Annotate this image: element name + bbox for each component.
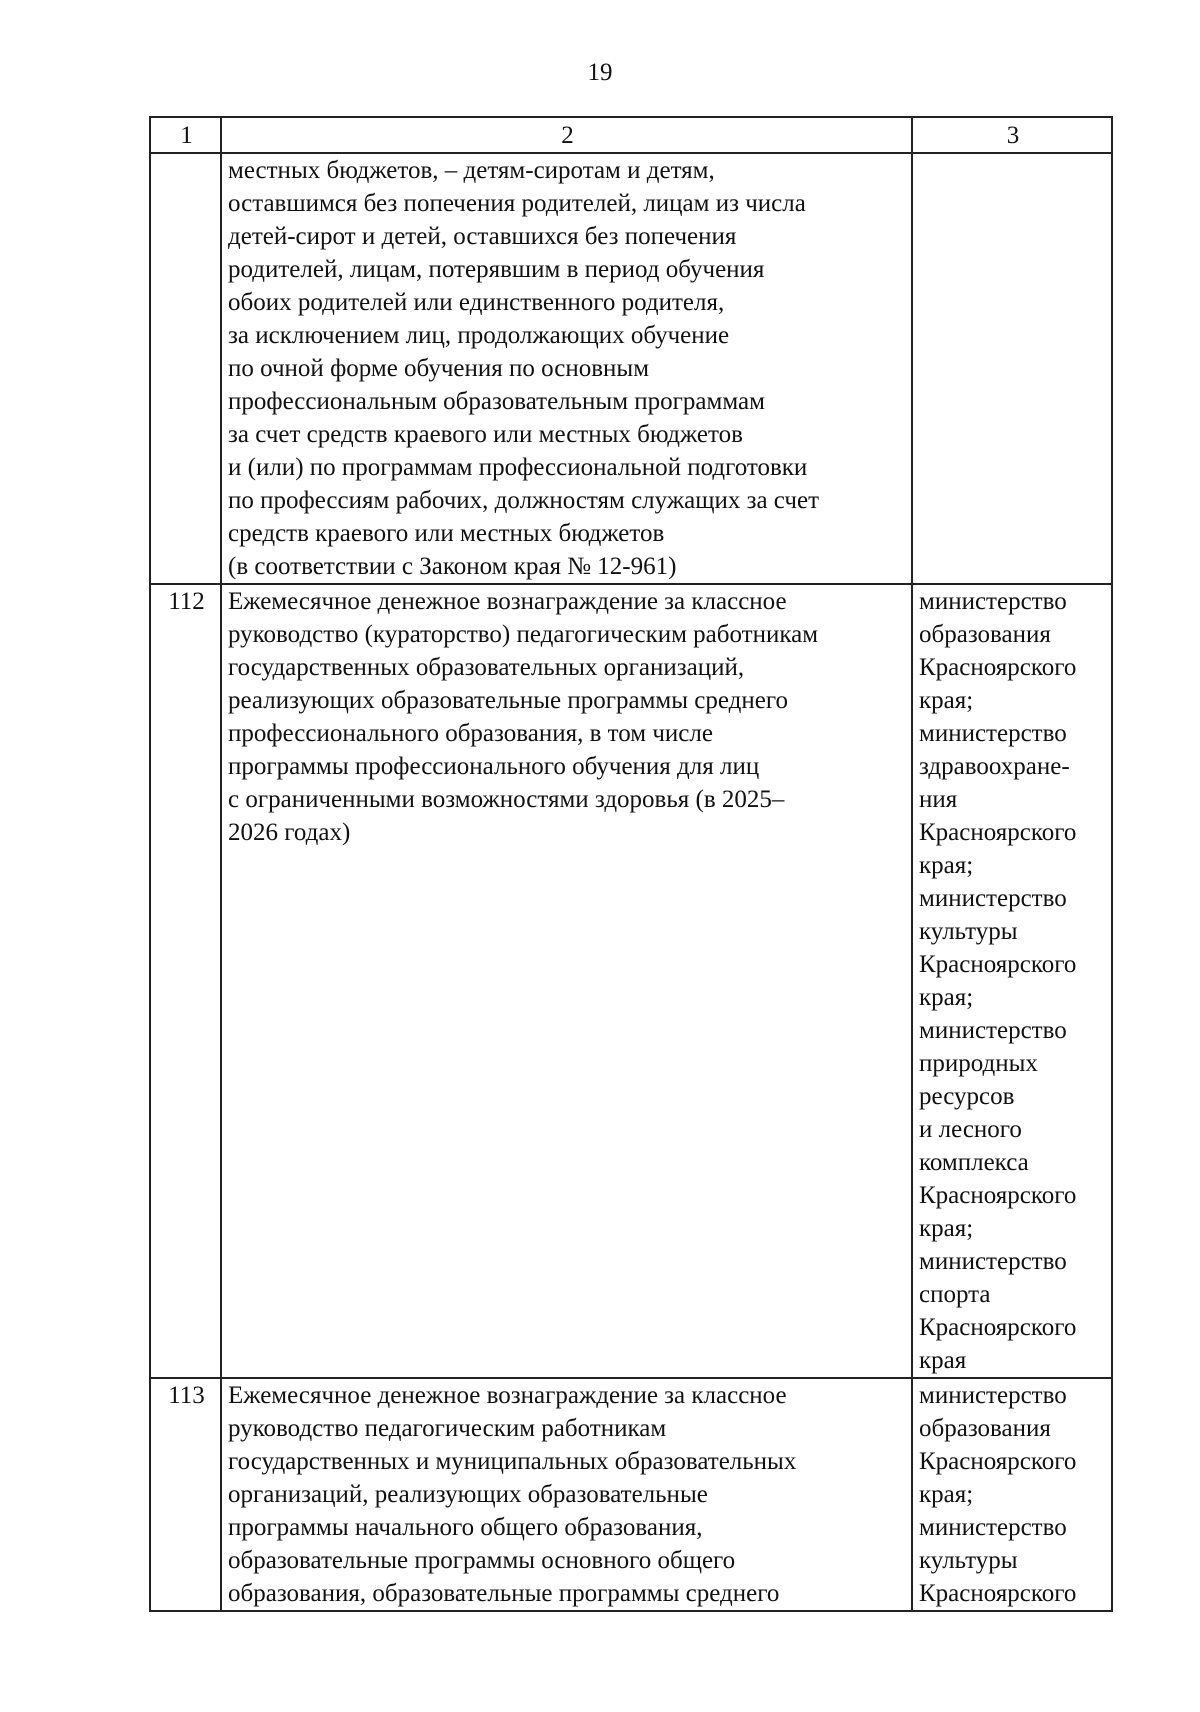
row-number-cell: 113 (150, 1378, 221, 1611)
column-header-description: 2 (221, 117, 912, 153)
document-table (149, 116, 1113, 1612)
page-number: 19 (587, 59, 613, 86)
table-row (150, 1378, 1112, 1611)
row-number-cell (150, 153, 221, 584)
row-description-cell: местных бюджетов, – детям-сиротам и детям, оставшимся без попечения родителей, лицам из числа детей-сирот и детей, оставшихся без попечения родителей, лицам, потерявшим в период обучения обоих родителей или единственного родителя, за исключением лиц, продолжающих обучение по очной форме обучения по основным профессиональным образовательным программам за счет средств краевого или местных бюджетов и (или) по программам профессиональной подготовки по профессиям рабочих, должностям служащих за счет средств краевого или местных бюджетов (в соответствии с Законом края № 12-961) (221, 153, 912, 584)
row-description-cell: Ежемесячное денежное вознаграждение за классное руководство (кураторство) педагогическим работникам государственных образовательных организаций, реализующих образовательные программы среднего профессионального образования, в том числе программы профессионального обучения для лиц с ограниченными возможностями здоровья (в 2025– 2026 годах) (221, 584, 912, 1378)
column-header-responsible: 3 (912, 117, 1112, 153)
row-number-cell: 112 (150, 584, 221, 1378)
table-row (150, 153, 1112, 584)
row-responsible-cell: министерство образования Красноярского края; министерство здравоохране- ния Красноярского края; министерство культуры Красноярского края; министерство природных ресурсов и лесного комплекса Красноярского края; министерство спорта Красноярского края (912, 584, 1112, 1378)
row-description-cell: Ежемесячное денежное вознаграждение за классное руководство педагогическим работникам государственных и муниципальных образовательных организаций, реализующих образовательные программы начального общего образования, образовательные программы основного общего образования, образовательные программы среднего (221, 1378, 912, 1611)
table-row (150, 584, 1112, 1378)
row-responsible-cell (912, 153, 1112, 584)
row-responsible-cell: министерство образования Красноярского края; министерство культуры Красноярского (912, 1378, 1112, 1611)
table-header-row (150, 117, 1112, 153)
column-header-number: 1 (150, 117, 221, 153)
